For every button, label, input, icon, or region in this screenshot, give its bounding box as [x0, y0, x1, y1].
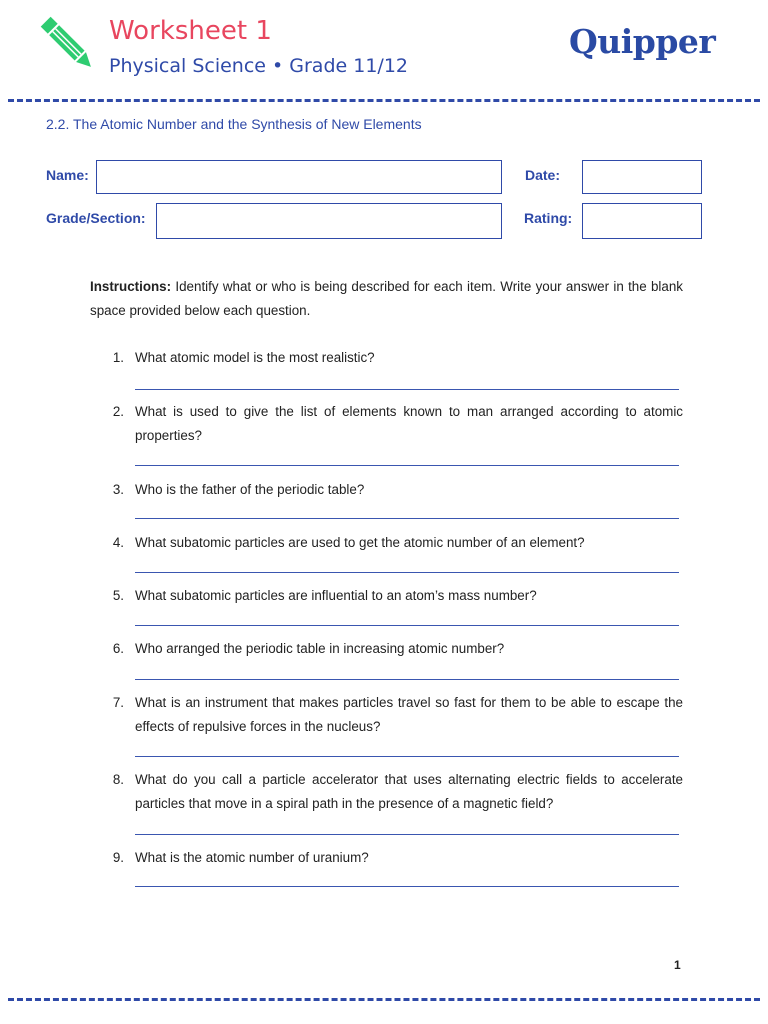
question-number: 4. — [112, 535, 124, 550]
pencil-icon — [40, 14, 98, 76]
answer-line[interactable] — [135, 756, 679, 757]
instructions-label: Instructions: — [90, 279, 172, 294]
question-number: 9. — [112, 850, 124, 865]
name-field[interactable] — [96, 160, 502, 194]
question-text: What is used to give the list of elements known to man arranged according to atomic properties? — [135, 404, 683, 443]
grade-section-label: Grade/Section: — [46, 210, 146, 226]
answer-line[interactable] — [135, 834, 679, 835]
instructions-text: Identify what or who is being described for each item. Write your answer in the blank space provided below each question. — [90, 279, 683, 318]
question-text: Who arranged the periodic table in increasing atomic number? — [135, 641, 505, 656]
answer-line[interactable] — [135, 886, 679, 887]
worksheet-title: Worksheet 1 — [109, 16, 272, 46]
date-label: Date: — [525, 167, 561, 183]
question-number: 6. — [112, 641, 124, 656]
question-number: 3. — [112, 482, 124, 497]
question-text: What is the atomic number of uranium? — [135, 850, 369, 865]
question-number: 2. — [112, 404, 124, 419]
instructions — [90, 275, 683, 323]
subject-grade: Physical Science • Grade 11/12 — [109, 55, 408, 77]
grade-section-field[interactable] — [156, 203, 502, 239]
answer-line[interactable] — [135, 572, 679, 573]
lesson-title: 2.2. The Atomic Number and the Synthesis of New Elements — [46, 116, 422, 132]
page-number: 1 — [674, 958, 681, 972]
header-divider — [8, 99, 760, 102]
question-number: 5. — [112, 588, 124, 603]
answer-line[interactable] — [135, 518, 679, 519]
question-text: What atomic model is the most realistic? — [135, 350, 375, 365]
question-text: What subatomic particles are used to get the atomic number of an element? — [135, 535, 585, 550]
question-number: 7. — [112, 695, 124, 710]
name-label: Name: — [46, 167, 89, 183]
answer-line[interactable] — [135, 625, 679, 626]
footer-divider — [8, 998, 760, 1001]
question-number: 8. — [112, 772, 124, 787]
question-number: 1. — [112, 350, 124, 365]
answer-line[interactable] — [135, 389, 679, 390]
date-field[interactable] — [582, 160, 702, 194]
question-text: What is an instrument that makes particles travel so fast for them to be able to escape the effects of repulsive forces in the nucleus? — [135, 695, 683, 734]
question-text: What subatomic particles are influential to an atom’s mass number? — [135, 588, 537, 603]
rating-label: Rating: — [524, 210, 573, 226]
answer-line[interactable] — [135, 465, 679, 466]
rating-field[interactable] — [582, 203, 702, 239]
answer-line[interactable] — [135, 679, 679, 680]
question-text: Who is the father of the periodic table? — [135, 482, 365, 497]
question-text: What do you call a particle accelerator that uses alternating electric fields to accelerate particles that move in a spiral path in the presence of a magnetic field? — [135, 772, 683, 811]
brand-logo: Quipper — [569, 22, 716, 61]
